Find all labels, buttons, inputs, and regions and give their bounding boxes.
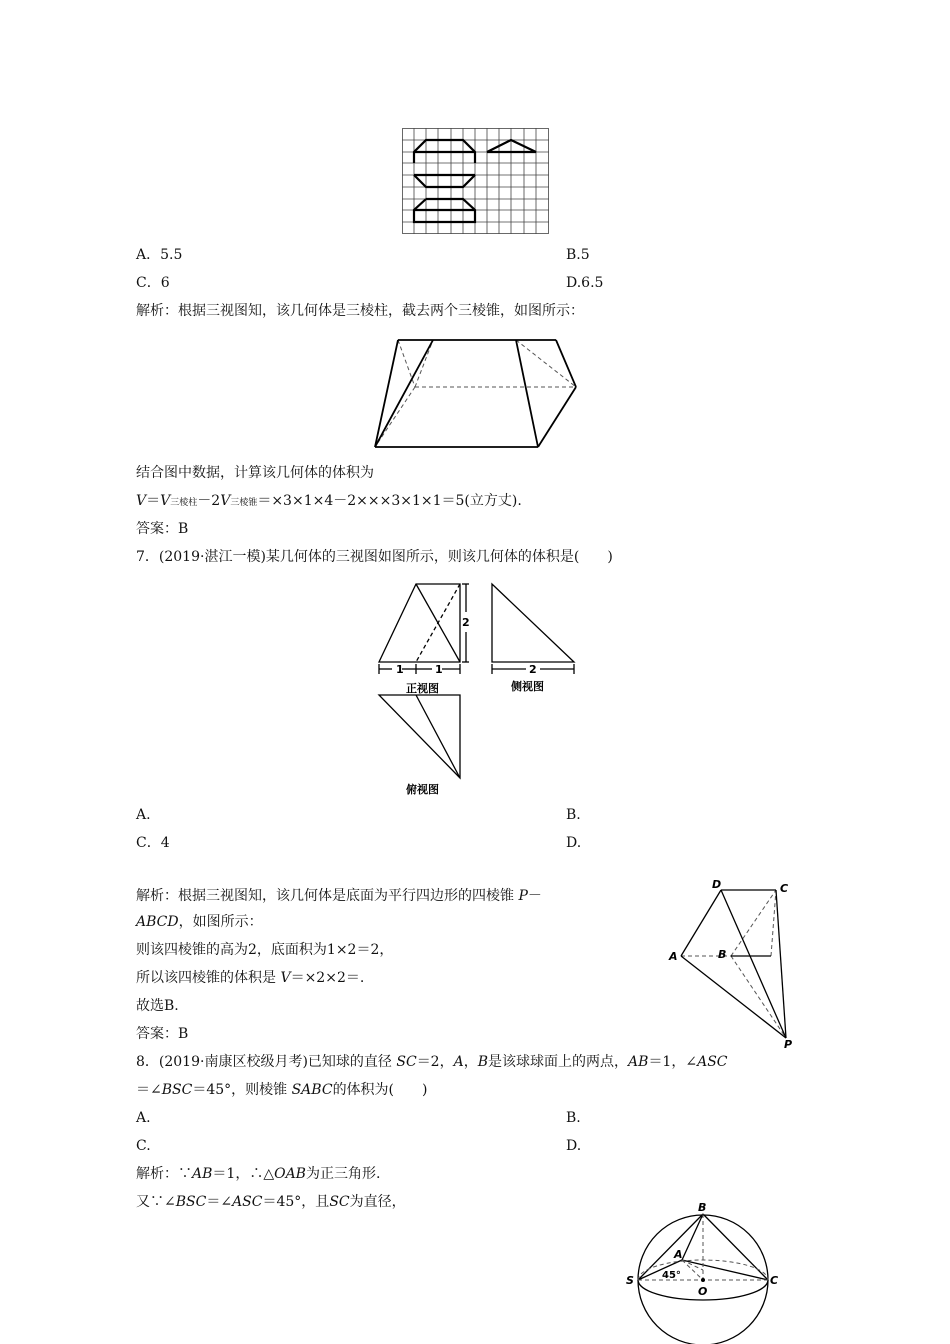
dim-w2: 1 [435, 663, 443, 676]
side-view-label: 侧视图 [511, 680, 544, 693]
vertex-d: D [712, 878, 722, 891]
answer-text: 答案：B [136, 1026, 189, 1042]
dim-side: 2 [529, 663, 537, 676]
point-o: O [698, 1285, 708, 1298]
volume-formula: V＝V三棱柱－2V三棱锥＝×3×1×4－2×××3×1×1＝5(立方丈). [136, 493, 522, 509]
question-7-stem: 7．(2019·湛江一模)某几何体的三视图如图所示，则该几何体的体积是( ) [136, 549, 613, 565]
vertex-c: C [780, 882, 789, 895]
sphere-figure [622, 1198, 792, 1344]
point-a: A [674, 1248, 683, 1261]
option-c: C. [136, 1138, 151, 1154]
option-d: D. [566, 1138, 582, 1154]
option-b: B. [566, 1110, 581, 1126]
option-a: A．5.5 [136, 247, 183, 263]
point-s: S [626, 1274, 634, 1287]
dim-h: 2 [462, 616, 470, 629]
option-c: C．4 [136, 835, 170, 851]
analysis-line-1: 解析：根据三视图知，该几何体是底面为平行四边形的四棱锥 P－ [136, 888, 542, 904]
combine-text: 结合图中数据，计算该几何体的体积为 [136, 465, 374, 481]
option-d: D.6.5 [566, 275, 604, 291]
vertex-b: B [718, 948, 727, 961]
prism-figure [370, 335, 585, 453]
dim-w1: 1 [396, 663, 404, 676]
option-a: A. [136, 807, 151, 823]
analysis-line-2: 则该四棱锥的高为2，底面积为1×2＝2， [136, 942, 394, 958]
option-b: B.5 [566, 247, 590, 263]
option-b: B. [566, 807, 581, 823]
point-c: C [770, 1274, 779, 1287]
front-view-label: 正视图 [406, 682, 439, 695]
question-8-stem-line-2: ＝∠BSC＝45°，则棱锥 SABC的体积为( ) [136, 1082, 428, 1098]
option-c: C．6 [136, 275, 170, 291]
option-a: A. [136, 1110, 151, 1126]
question-8-stem-line-1: 8．(2019·南康区校级月考)已知球的直径 SC＝2，A，B是该球球面上的两点，AB＝1，∠ASC [136, 1054, 728, 1070]
vertex-p: P [784, 1038, 793, 1051]
three-view-figure [372, 580, 582, 798]
top-view-label: 俯视图 [406, 783, 439, 796]
point-b: B [698, 1201, 707, 1214]
analysis-line-1: 解析：∵AB＝1，∴△OAB为正三角形. [136, 1166, 381, 1182]
analysis-line-3: 所以该四棱锥的体积是 V＝×2×2＝. [136, 970, 365, 986]
conclusion-text: 故选B. [136, 998, 179, 1014]
three-view-grid-figure [402, 128, 550, 235]
pyramid-figure [666, 876, 806, 1051]
analysis-text: 解析：根据三视图知，该几何体是三棱柱，截去两个三棱锥，如图所示： [136, 303, 584, 319]
analysis-line-2: 又∵∠BSC＝∠ASC＝45°，且SC为直径， [136, 1194, 406, 1210]
angle-label: 45° [662, 1270, 681, 1281]
option-d: D. [566, 835, 582, 851]
analysis-line-1b: ABCD，如图所示： [136, 914, 263, 930]
answer-text: 答案：B [136, 521, 189, 537]
vertex-a: A [669, 950, 678, 963]
